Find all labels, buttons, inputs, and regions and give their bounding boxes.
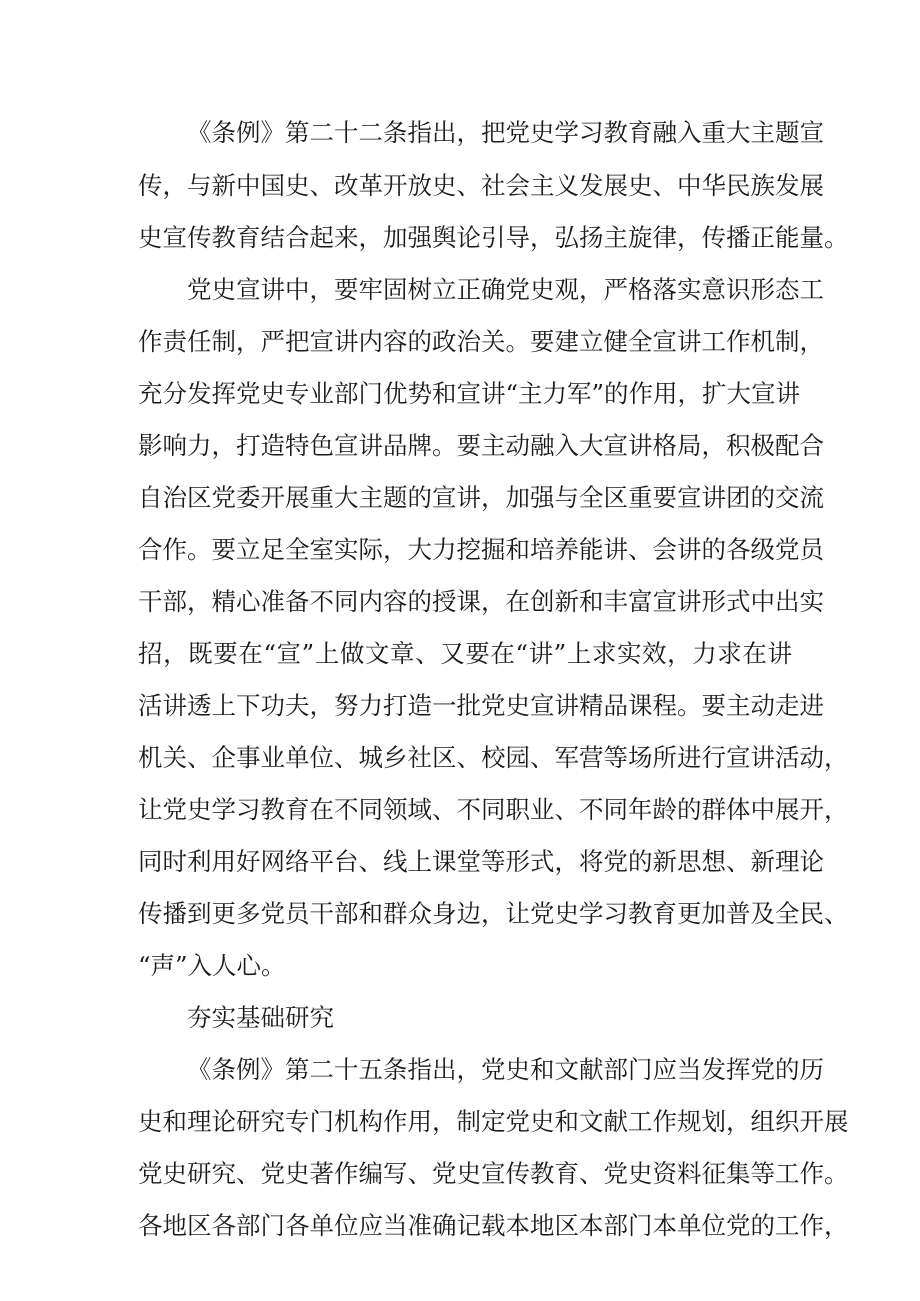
paragraph-1-line-1: 《条例》第二十二条指出，把党史学习教育融入重大主题宣 bbox=[187, 118, 824, 147]
paragraph-2-line-7: 干部，精心准备不同内容的授课，在创新和丰富宣讲形式中出实 bbox=[138, 587, 824, 616]
paragraph-2-line-3: 充分发挥党史专业部门优势和宣讲“主力军”的作用，扩大宣讲 bbox=[138, 379, 801, 408]
section-heading: 夯实基础研究 bbox=[187, 1003, 334, 1032]
paragraph-1-line-2: 传，与新中国史、改革开放史、社会主义发展史、中华民族发展 bbox=[138, 171, 824, 200]
paragraph-1-line-3: 史宣传教育结合起来，加强舆论引导，弘扬主旋律，传播正能量。 bbox=[138, 223, 849, 252]
paragraph-2-line-4: 影响力，打造特色宣讲品牌。要主动融入大宣讲格局，积极配合 bbox=[138, 431, 824, 460]
paragraph-2-line-8: 招，既要在“宣”上做文章、又要在“讲”上求实效，力求在讲 bbox=[138, 639, 792, 668]
paragraph-2-line-14: “声”入人心。 bbox=[138, 951, 286, 980]
paragraph-2-line-1: 党史宣讲中，要牢固树立正确党史观，严格落实意识形态工 bbox=[187, 275, 824, 304]
paragraph-2-line-6: 合作。要立足全室实际，大力挖掘和培养能讲、会讲的各级党员 bbox=[138, 535, 824, 564]
paragraph-2-line-11: 让党史学习教育在不同领域、不同职业、不同年龄的群体中展开， bbox=[138, 795, 849, 824]
paragraph-4-line-3: 党史研究、党史著作编写、党史宣传教育、党史资料征集等工作。 bbox=[138, 1159, 849, 1188]
paragraph-2-line-13: 传播到更多党员干部和群众身边，让党史学习教育更加普及全民、 bbox=[138, 899, 849, 928]
paragraph-2-line-9: 活讲透上下功夫，努力打造一批党史宣讲精品课程。要主动走进 bbox=[138, 691, 824, 720]
paragraph-2-line-10: 机关、企事业单位、城乡社区、校园、军营等场所进行宣讲活动， bbox=[138, 743, 849, 772]
paragraph-2-line-5: 自治区党委开展重大主题的宣讲，加强与全区重要宣讲团的交流 bbox=[138, 483, 824, 512]
paragraph-4-line-4: 各地区各部门各单位应当准确记载本地区本部门本单位党的工作， bbox=[138, 1211, 849, 1240]
paragraph-4-line-1: 《条例》第二十五条指出，党史和文献部门应当发挥党的历 bbox=[187, 1055, 824, 1084]
paragraph-4-line-2: 史和理论研究专门机构作用，制定党史和文献工作规划，组织开展 bbox=[138, 1107, 849, 1136]
paragraph-2-line-2: 作责任制，严把宣讲内容的政治关。要建立健全宣讲工作机制， bbox=[138, 327, 824, 356]
paragraph-2-line-12: 同时利用好网络平台、线上课堂等形式，将党的新思想、新理论 bbox=[138, 847, 824, 876]
